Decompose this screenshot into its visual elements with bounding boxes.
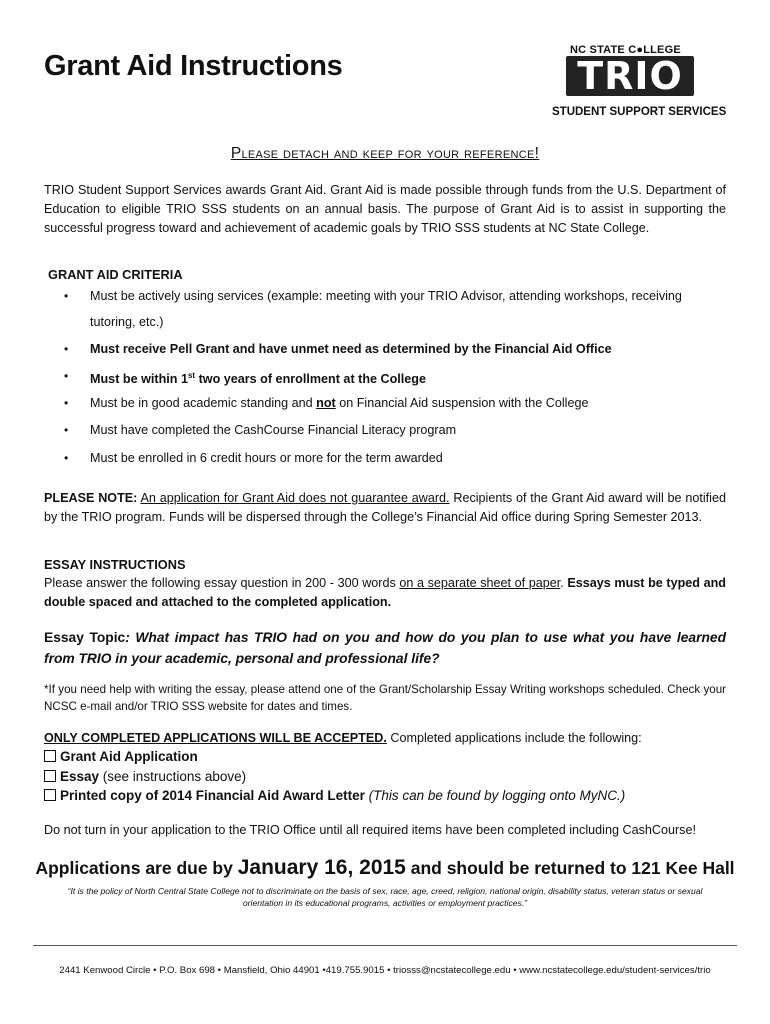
detach-heading: Please detach and keep for your reference!: [230, 145, 540, 162]
checkbox-icon: [44, 789, 56, 801]
essay-underlined: on a separate sheet of paper: [399, 576, 561, 590]
completed-applications: [44, 729, 726, 748]
bullet-icon: •: [64, 342, 69, 356]
due-pre: Applications are due by: [35, 858, 238, 878]
criteria-item-1-line-2: tutoring, etc.): [90, 315, 164, 329]
criteria-item-4-post: on Financial Aid suspension with the College: [335, 396, 589, 410]
criteria-item-3-post: two years of enrollment at the College: [195, 372, 427, 387]
criteria-item-3: [90, 363, 714, 392]
please-note-underlined: An application for Grant Aid does not guarantee award.: [140, 491, 450, 505]
criteria-item-5: Must have completed the CashCourse Financial Literacy program: [90, 423, 457, 437]
logo-trio-mark: TRIO: [566, 56, 694, 96]
essay-heading: ESSAY INSTRUCTIONS: [44, 557, 186, 572]
checkbox-icon: [44, 770, 56, 782]
bullet-icon: •: [64, 369, 69, 383]
due-date: January 16, 2015: [237, 856, 406, 879]
completed-rest: Completed applications include the following:: [386, 731, 642, 745]
completed-heading: ONLY COMPLETED APPLICATIONS WILL BE ACCEPTED.: [44, 731, 387, 745]
bullet-icon: •: [64, 451, 69, 465]
checklist-item: [44, 767, 724, 787]
logo-subtitle: STUDENT SUPPORT SERVICES: [552, 106, 727, 118]
do-not-turn-in-note: Do not turn in your application to the TRIO Office until all required items have been completed including CashCourse!: [44, 823, 696, 837]
due-post: and should be returned to 121 Kee Hall: [405, 858, 735, 878]
criteria-item-2: Must receive Pell Grant and have unmet need as determined by the Financial Aid Office: [90, 342, 612, 356]
checklist-essay: Essay: [60, 768, 100, 784]
due-date-banner: [0, 856, 770, 880]
checklist-essay-rest: (see instructions above): [99, 768, 247, 784]
essay-period: .: [560, 576, 568, 590]
essay-topic: [44, 627, 726, 669]
application-checklist: [44, 747, 724, 806]
criteria-item-1-line-1: Must be actively using services (example: meeting with your TRIO Advisor, attending workshops, receiving: [90, 289, 682, 303]
essay-instructions: [44, 574, 726, 612]
footer-divider: [33, 945, 737, 946]
criteria-item-4-not: not: [316, 396, 336, 410]
checklist-grant-aid-application: Grant Aid Application: [60, 749, 198, 764]
logo-college-name: NC STATE C●LLEGE: [570, 44, 681, 56]
essay-topic-text: : What impact has TRIO had on you and how do you plan to use what you have learned from TRIO in your academic, personal and professional life?: [44, 630, 726, 666]
essay-help: *If you need help with writing the essay, please attend one of the Grant/Scholarship Essay Writing workshops scheduled. Check your NCSC e-mail and/or TRIO SSS website for dates and times.: [44, 683, 726, 713]
please-note-rest: Recipients of the Grant Aid award will be notified by the TRIO program. Funds will be dispersed through the College’s Financial Aid office during Spring Semester 2013.: [44, 491, 726, 524]
checklist-award-letter: Printed copy of 2014 Financial Aid Award Letter: [60, 788, 365, 803]
please-note-label: PLEASE NOTE:: [44, 491, 138, 505]
checklist-item: [44, 786, 724, 806]
criteria-heading: GRANT AID CRITERIA: [48, 267, 183, 282]
essay-bold: Essays must be typed and double spaced and attached to the completed application.: [44, 576, 726, 609]
checklist-award-letter-note: (This can be found by logging onto MyNC.): [364, 788, 626, 803]
criteria-item-3-sup: st: [187, 371, 196, 380]
bullet-icon: •: [64, 396, 69, 410]
criteria-item-3-pre: Must be within 1: [90, 372, 188, 387]
intro-paragraph: TRIO Student Support Services awards Grant Aid. Grant Aid is made possible through funds from the U.S. Department of Education to eligible TRIO SSS students on an annual basis. The purpose of Grant Aid is to assist in supporting the successful progress toward and achievement of academic goals by TRIO SSS students at NC State College.: [44, 183, 726, 235]
criteria-item-4-pre: Must be in good academic standing and: [90, 396, 317, 410]
essay-topic-label: Essay Topic: [44, 630, 126, 645]
nondiscrimination-policy: “It is the policy of North Central State College not to discriminate on the basis of sex, race, age, creed, religion, national origin, disability status, veteran status or sexual orientation in its educational programs, activities or employment practices.”: [67, 886, 703, 908]
trio-logo: [548, 44, 727, 120]
essay-pre: Please answer the following essay question in 200 - 300 words: [44, 576, 400, 590]
bullet-icon: •: [64, 423, 69, 437]
page-title: Grant Aid Instructions: [44, 50, 343, 82]
checklist-item: [44, 747, 724, 767]
bullet-icon: •: [64, 289, 69, 303]
checkbox-icon: [44, 750, 56, 762]
footer-contact: 2441 Kenwood Circle • P.O. Box 698 • Mansfield, Ohio 44901 •419.755.9015 • triosss@ncstatecollege.edu • www.ncstatecollege.edu/student-services/trio: [59, 965, 711, 976]
please-note-paragraph: [44, 489, 726, 527]
criteria-item-6: Must be enrolled in 6 credit hours or more for the term awarded: [90, 451, 443, 465]
criteria-item-4: [90, 390, 714, 416]
